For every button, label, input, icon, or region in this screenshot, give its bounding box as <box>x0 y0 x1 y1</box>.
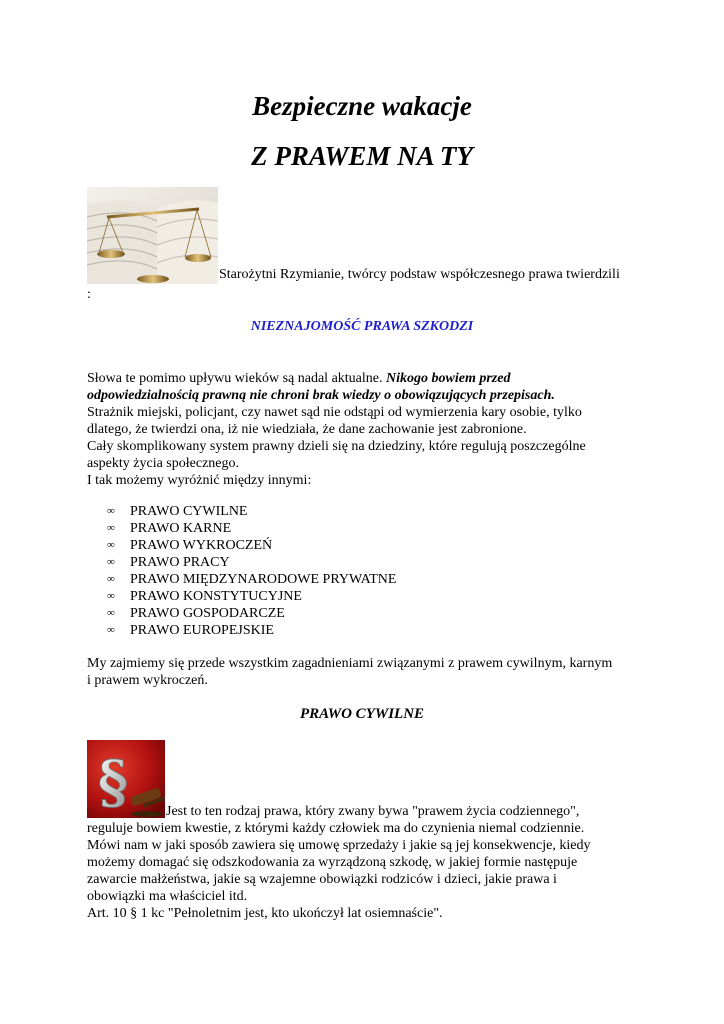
list-item-label: PRAWO MIĘDZYNARODOWE PRYWATNE <box>130 572 397 587</box>
paragraph-sign-glyph: § <box>97 748 129 816</box>
list-item-label: PRAWO WYKROCZEŃ <box>130 538 273 553</box>
paragraph-line: I tak możemy wyróżnić między innymi: <box>87 473 312 488</box>
scope-paragraph <box>87 655 647 689</box>
civil-law-paragraph <box>87 803 647 922</box>
intro-colon: : <box>87 287 91 302</box>
infinity-bullet-icon: ∞ <box>107 522 115 534</box>
paragraph-line: Cały skomplikowany system prawny dzieli się na dziedziny, które regulują poszczególne <box>87 439 586 454</box>
paragraph-line: dlatego, że twierdzi ona, iż nie wiedziała, że dane zachowanie jest zabronione. <box>87 422 527 437</box>
law-branches-list <box>87 503 396 639</box>
emphasis-line: odpowiedzialnością prawną nie chroni brak wiedzy o obowiązujących przepisach. <box>87 388 555 403</box>
intro-paragraph <box>87 370 647 489</box>
list-item-label: PRAWO KARNE <box>130 521 232 536</box>
infinity-bullet-icon: ∞ <box>107 573 115 585</box>
paragraph-line: i prawem wykroczeń. <box>87 673 208 688</box>
paragraph-line: możemy domagać się odszkodowania za wyrządzoną szkodę, w jakiej formie następuje <box>87 855 578 870</box>
paragraph-line: obowiązki ma właściciel itd. <box>87 889 248 904</box>
list-item-label: PRAWO CYWILNE <box>130 504 248 519</box>
article-quote: Art. 10 § 1 kc "Pełnoletnim jest, kto ukończył lat osiemnaście". <box>87 906 443 921</box>
list-item <box>87 537 396 554</box>
list-item <box>87 605 396 622</box>
plain-text: Słowa te pomimo upływu wieków są nadal aktualne. <box>87 371 386 386</box>
list-item-label: PRAWO PRACY <box>130 555 230 570</box>
list-item-label: PRAWO EUROPEJSKIE <box>130 623 274 638</box>
list-item <box>87 554 396 571</box>
list-item <box>87 520 396 537</box>
infinity-bullet-icon: ∞ <box>107 539 115 551</box>
section-heading-civil-law: PRAWO CYWILNE <box>299 706 425 722</box>
infinity-bullet-icon: ∞ <box>107 505 115 517</box>
intro-text: Starożytni Rzymianie, twórcy podstaw współczesnego prawa twierdzili <box>219 267 620 282</box>
infinity-bullet-icon: ∞ <box>107 624 115 636</box>
infinity-bullet-icon: ∞ <box>107 590 115 602</box>
paragraph-line: Strażnik miejski, policjant, czy nawet sąd nie odstąpi od wymierzenia kary osobie, tylko <box>87 405 582 420</box>
slogan-heading: NIEZNAJOMOŚĆ PRAWA SZKODZI <box>250 319 474 334</box>
document-title: Bezpieczne wakacje <box>252 91 472 121</box>
paragraph-line: Jest to ten rodzaj prawa, który zwany bywa "prawem życia codziennego", <box>166 804 580 819</box>
paragraph-line: My zajmiemy się przede wszystkim zagadnieniami związanymi z prawem cywilnym, karnym <box>87 656 613 671</box>
paragraph-line: reguluje bowiem kwestie, z którymi każdy człowiek ma do czynienia niemal codziennie. <box>87 821 585 836</box>
list-item-label: PRAWO KONSTYTUCYJNE <box>130 589 302 604</box>
paragraph-line <box>87 370 647 387</box>
document-subtitle: Z PRAWEM NA TY <box>251 141 473 171</box>
infinity-bullet-icon: ∞ <box>107 556 115 568</box>
infinity-bullet-icon: ∞ <box>107 607 115 619</box>
paragraph-line: Mówi nam w jaki sposób zawiera się umowę sprzedaży i jakie są jej konsekwencje, kiedy <box>87 838 591 853</box>
paragraph-line: aspekty życia społecznego. <box>87 456 239 471</box>
emphasis-text: Nikogo bowiem przed <box>386 371 511 386</box>
scales-of-justice-image <box>87 187 218 284</box>
paragraph-line: zawarcie małżeństwa, jakie są wzajemne obowiązki rodziców i dzieci, jakie prawa i <box>87 872 557 887</box>
list-item <box>87 622 396 639</box>
list-item <box>87 571 396 588</box>
list-item-label: PRAWO GOSPODARCZE <box>130 606 285 621</box>
list-item <box>87 588 396 605</box>
list-item <box>87 503 396 520</box>
